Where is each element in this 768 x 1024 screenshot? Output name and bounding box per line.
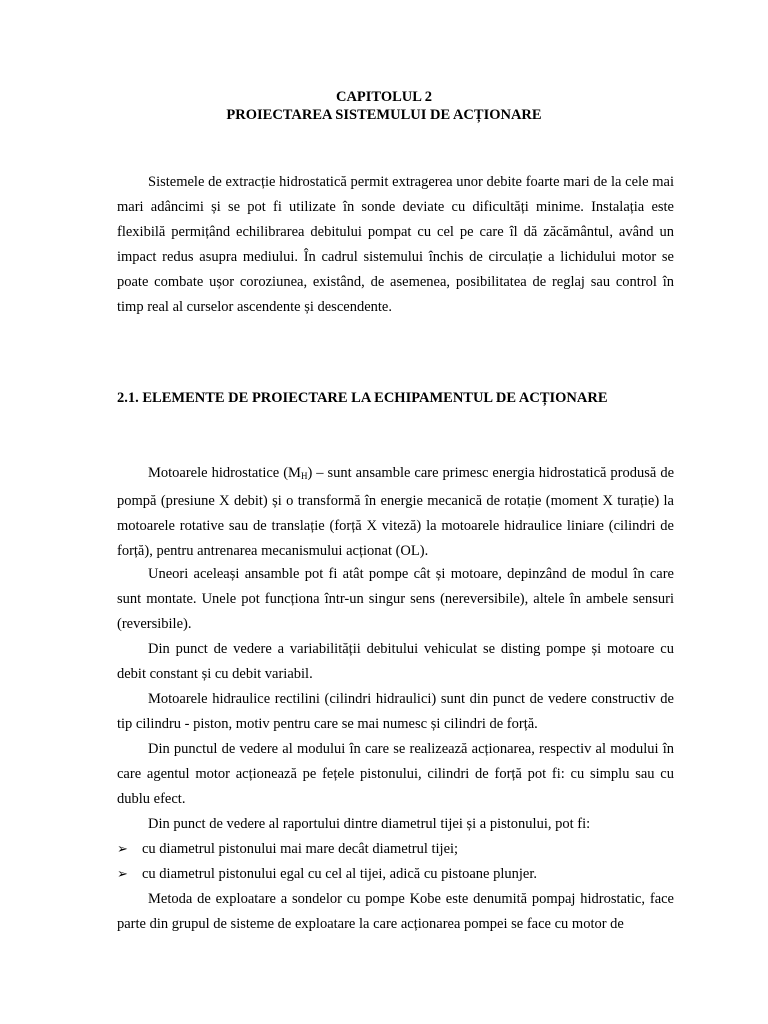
- list-item-text: cu diametrul pistonului mai mare decât diametrul tijei;: [142, 841, 459, 857]
- p1-start: Motoarele hidrostatice (M: [148, 465, 301, 481]
- paragraph-ansamble: Uneori aceleași ansamble pot fi atât pompe cât și motoare, depinzând de modul în care sunt montate. Unele pot funcționa într-un singur sens (nereversibile), altele în ambele sensuri (reversibile).: [117, 566, 674, 632]
- paragraph-cilindri-hidraulici: Motoarele hidraulice rectilini (cilindri hidraulici) sunt din punct de vedere constructiv de tip cilindru - piston, motiv pentru care se mai numesc și cilindri de forță.: [117, 691, 674, 732]
- p1-rest: ) – sunt ansamble care primesc energia hidrostatică produsă de pompă (presiune X debit) și o transformă în energie mecanică de rotație (moment X turație) la motoarele rotative sau de translație (forță X viteză) la motoarele hidraulice liniare (cilindri de forță), pentru antrenarea mecanismului acționat (OL).: [117, 465, 675, 559]
- chapter-title: PROIECTAREA SISTEMULUI DE ACȚIONARE: [226, 107, 542, 123]
- list-item: [117, 862, 674, 887]
- paragraph-actionare: Din punctul de vedere al modului în care se realizează acționarea, respectiv al modului în care agentul motor acționează pe fețele pistonului, cilindri de forță pot fi: cu simplu sau cu dublu efect.: [117, 741, 674, 807]
- intro-paragraph: Sistemele de extracție hidrostatică permit extragerea unor debite foarte mari de la cele mai mari adâncimi și se pot fi utilizate în sonde deviate cu dificultăți minime. Instalația este flexibilă permițând echilibrarea debitului pompat cu cel pe care îl dă zăcământul, având un impact redus asupra mediului. În cadrul sistemului închis de circulație a lichidului motor se poate combate ușor coroziunea, existând, de asemenea, posibilitatea de reglaj sau control în timp real al curselor ascendente și descendente.: [117, 174, 674, 315]
- list-item-text: cu diametrul pistonului egal cu cel al tijei, adică cu pistoane plunjer.: [142, 866, 537, 882]
- arrow-bullet-icon: ➢: [117, 867, 128, 882]
- list-item: [117, 837, 674, 862]
- paragraph-pompe-kobe: Metoda de exploatare a sondelor cu pompe Kobe este denumită pompaj hidrostatic, face parte din grupul de sisteme de exploatare la care acționarea pompei se face cu motor de: [117, 891, 674, 932]
- chapter-number: CAPITOLUL 2: [335, 89, 433, 105]
- paragraph-motoare-hidrostatice: [117, 461, 674, 564]
- p1-subscript: H: [300, 471, 308, 481]
- arrow-bullet-icon: ➢: [117, 842, 128, 857]
- paragraph-variabilitate: Din punct de vedere a variabilității debitului vehiculat se disting pompe și motoare cu debit constant și cu debit variabil.: [117, 641, 674, 682]
- section-heading: 2.1. ELEMENTE DE PROIECTARE LA ECHIPAMENTUL DE ACȚIONARE: [117, 390, 608, 406]
- paragraph-raport-diametre: Din punct de vedere al raportului dintre diametrul tijei și a pistonului, pot fi:: [148, 816, 591, 832]
